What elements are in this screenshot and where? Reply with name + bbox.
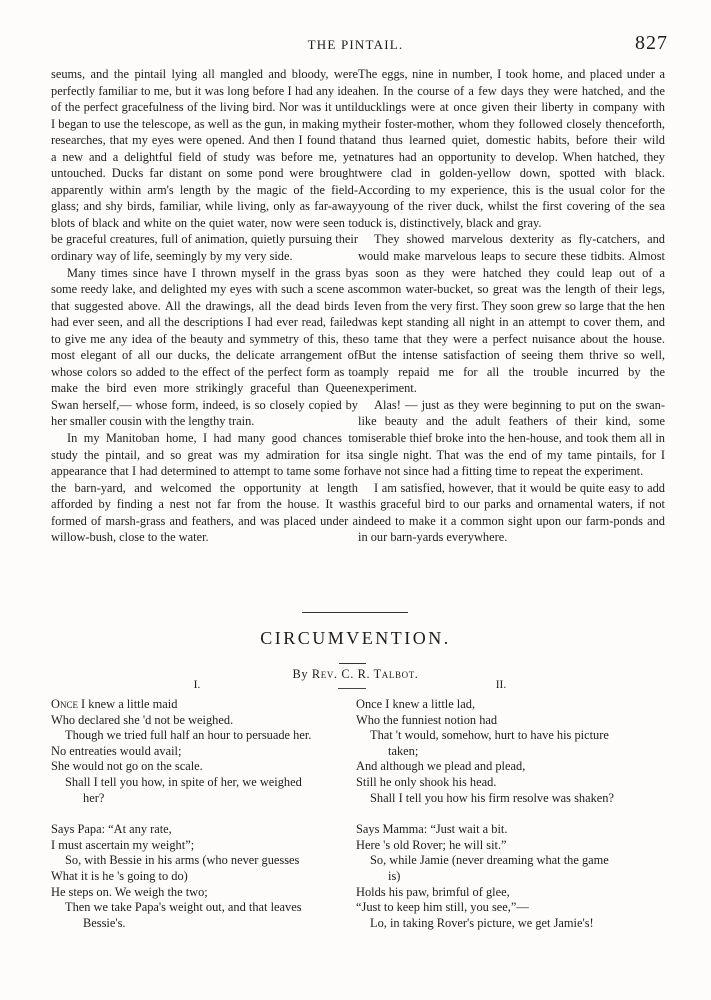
verse <box>356 822 666 931</box>
poem-byline <box>0 667 711 682</box>
poem-part-2 <box>356 697 666 947</box>
article-paragraph: They showed marvelous dexterity as fly-catchers, and would make marvelous leaps to secure these tidbits. Almost as soon as they were hatched they could leap out of a common water-bucket, so great was the length of their legs, even from the very first. They soon grew so large that the hen was kept standing all night in an attempt to cover them, and so tame that they were a perfect nuisance about the house. But the intense satisfaction of seeing them thrive so well, amply repaid me for all the trouble incurred by the experiment. <box>358 232 665 396</box>
verse-line: Shall I tell you how his firm resolve was shaken? <box>370 790 614 805</box>
article-paragraph: The eggs, nine in number, I took home, and placed under a hen. In the course of a few days they were hatched, and the ducklings were at once given their liberty in company with their foster-mother, whom they followed closely thenceforth, and thus learned quiet, domestic habits, before their wild natures had an opportunity to develop. When hatched, they were clad in golden-yellow down, spotted with black. According to my experience, this is the usual color for the young of the river duck, whilst the first covering of the sea duck is, distinctively, black and gray. <box>358 67 665 230</box>
verse-line: Lo, in taking Rover's picture, we get Jamie's! <box>370 915 594 930</box>
verse-line: He steps on. We weigh the two; <box>51 884 208 899</box>
verse-line: So, while Jamie (never dreaming what the game <box>370 853 609 868</box>
section-divider <box>302 612 408 613</box>
title-rule <box>339 663 366 664</box>
verse-line: Though we tried full half an hour to persuade her. <box>65 728 312 743</box>
verse-line: No entreaties would avail; <box>51 743 182 758</box>
running-title: THE PINTAIL. <box>307 37 404 52</box>
verse-line: Bessie's. <box>83 915 126 930</box>
poem-part-1 <box>51 697 346 947</box>
verse <box>51 822 346 931</box>
verse-line: her? <box>83 790 105 805</box>
verse-line: Holds his paw, brimful of glee, <box>356 884 510 899</box>
article-paragraph: In my Manitoban home, I had many good chances to study the pintail, and so great was my admiration for its appearance that I had determined to attempt to tame some for the barn-yard, and welcomed the opportunity at length afforded by finding a nest not far from the house. It was formed of marsh-grass and feathers, and was placed under a willow-bush, close to the water. <box>51 431 358 545</box>
verse-line: Says Mamma: “Just wait a bit. <box>356 822 508 837</box>
verse-line-text: I knew a little maid <box>77 697 178 711</box>
verse <box>51 697 346 806</box>
byline-prefix: By <box>292 667 309 681</box>
verse-line: She would not go on the scale. <box>51 759 203 774</box>
verse-line: What it is he 's going to do) <box>51 868 188 883</box>
stanza-rule <box>338 688 366 689</box>
article-paragraph: I am satisfied, however, that it would be quite easy to add this graceful bird to our parks and ornamental waters, if not indeed to make it a common sight upon our farm-ponds and in our barn-yards everywhere. <box>358 480 665 545</box>
part-numeral-1: I. <box>193 679 201 691</box>
verse-line <box>51 697 346 713</box>
verse-line: “Just to keep him still, you see,”— <box>356 900 529 915</box>
verse-line: So, with Bessie in his arms (who never guesses <box>65 853 300 868</box>
byline-author: Rev. C. R. Talbot. <box>311 667 419 681</box>
verse-line: And although we plead and plead, <box>356 759 526 774</box>
verse-line: Who declared she 'd not be weighed. <box>51 712 234 727</box>
verse-line: Shall I tell you how, in spite of her, we weighed <box>65 774 302 789</box>
verse-line: Then we take Papa's weight out, and that leaves <box>65 900 302 915</box>
verse-line: Says Papa: “At any rate, <box>51 822 172 837</box>
verse <box>356 697 666 806</box>
verse-line: Still he only shook his head. <box>356 774 497 789</box>
article-paragraph: seums, and the pintail lying all mangled and bloody, were perfectly familiar to me, but it was long before I had any idea of the perfect gracefulness of the living bird. Nor was it until I began to use the telescope, as well as the gun, in making my researches, that my eyes were opened. And then I found that a new and a delightful field of study was before me, yet untouched. Ducks far distant on some pond were brought apparently within arm's length by the magic of the field-glass; and shy birds, familiar, while living, only as far-away blots of black and white on the quiet water, now were seen to be graceful creatures, full of animation, quietly pursuing their ordinary way of life, seemingly by my very side. <box>51 67 358 264</box>
verse-first-word: Once <box>51 697 78 711</box>
verse-line: Who the funniest notion had <box>356 712 498 727</box>
verse-line: taken; <box>388 743 419 758</box>
article-column-left <box>51 66 358 546</box>
verse-line: Once I knew a little lad, <box>356 697 476 711</box>
article-paragraph: Alas! — just as they were beginning to put on the swan-like beauty and the adult feathers of their kind, some miserable thief broke into the hen-house, and took them all in a single night. That was the end of my tame pintails, for I have not since had a fitting time to repeat the experiment. <box>358 397 665 479</box>
verse-line: Here 's old Rover; he will sit.” <box>356 837 507 852</box>
verse-line: That 't would, somehow, hurt to have his picture <box>370 728 609 743</box>
verse-line: I must ascertain my weight”; <box>51 837 195 852</box>
page-number: 827 <box>635 32 668 54</box>
article-column-right <box>358 66 665 546</box>
poem-title: CIRCUMVENTION. <box>260 628 451 648</box>
verse-line: is) <box>388 868 401 883</box>
article-paragraph: Many times since have I thrown myself in the grass by some reedy lake, and delighted my eyes with such a scene as that suggested above. All the drawings, all the dead birds I had ever seen, and all the descriptions I had ever read, failed to give me any idea of the beauty and symmetry of this, the most elegant of all our ducks, the delicate arrangement of whose colors so added to the effect of the perfect form as to make the bird even more strikingly graceful than Queen Swan herself,— whose form, indeed, is so closely copied by her smaller cousin with the lengthy train. <box>51 265 358 429</box>
part-numeral-2: II. <box>495 679 507 691</box>
